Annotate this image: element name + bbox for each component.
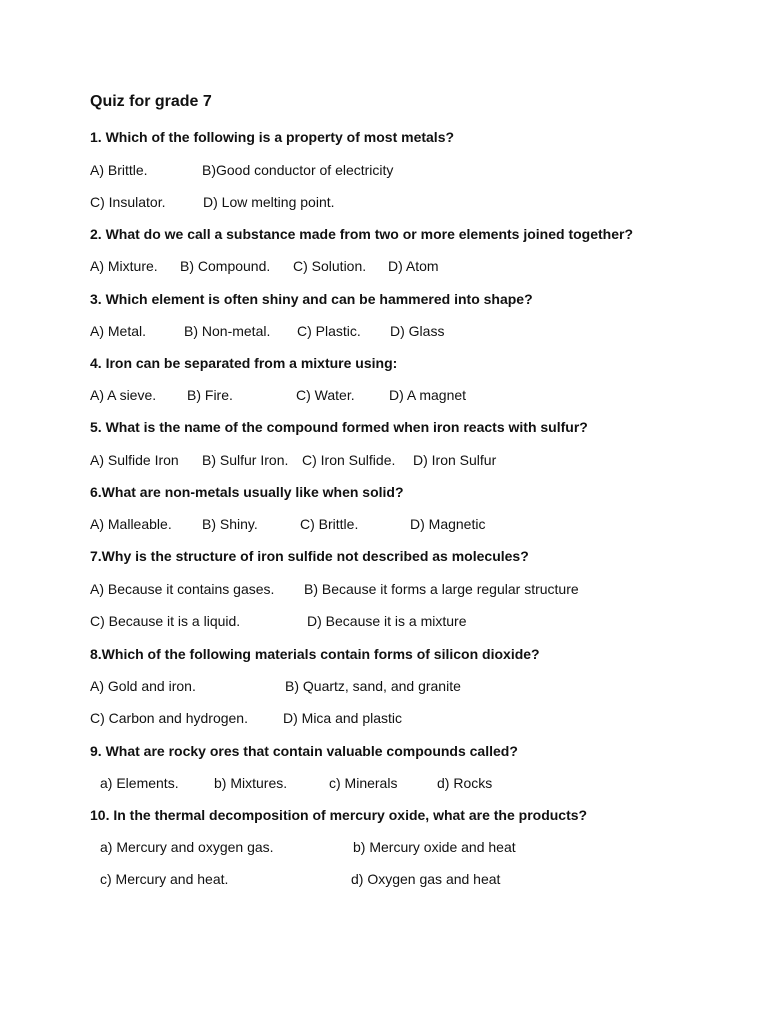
question-9-option-d: d) Rocks (437, 775, 493, 791)
question-7: 7.Why is the structure of iron sulfide not described as molecules? (90, 548, 529, 564)
question-9-option-a: a) Elements. (100, 775, 179, 791)
question-1-option-d: D) Low melting point. (203, 194, 335, 210)
question-4-option-d: D) A magnet (389, 387, 467, 403)
question-10-option-a: a) Mercury and oxygen gas. (100, 839, 274, 855)
question-6-option-b: B) Shiny. (202, 516, 258, 532)
question-6-option-d: D) Magnetic (410, 516, 486, 532)
question-9-option-b: b) Mixtures. (214, 775, 288, 791)
question-9-option-c: c) Minerals (329, 775, 398, 791)
question-3-option-c: C) Plastic. (297, 323, 361, 339)
question-9: 9. What are rocky ores that contain valuable compounds called? (90, 743, 518, 759)
question-2-option-d: D) Atom (388, 258, 439, 274)
question-7-option-b: B) Because it forms a large regular structure (304, 581, 579, 597)
question-7-option-a: A) Because it contains gases. (90, 581, 275, 597)
question-3-option-a: A) Metal. (90, 323, 147, 339)
question-3-option-d: D) Glass (390, 323, 445, 339)
question-5-option-b: B) Sulfur Iron. (202, 452, 289, 468)
question-8: 8.Which of the following materials contain forms of silicon dioxide? (90, 646, 540, 662)
question-5-option-d: D) Iron Sulfur (413, 452, 497, 468)
question-10: 10. In the thermal decomposition of mercury oxide, what are the products? (90, 807, 588, 823)
question-6: 6.What are non-metals usually like when solid? (90, 484, 404, 500)
question-8-option-b: B) Quartz, sand, and granite (285, 678, 461, 694)
question-5-option-c: C) Iron Sulfide. (302, 452, 396, 468)
question-7-option-c: C) Because it is a liquid. (90, 613, 241, 629)
question-4-option-c: C) Water. (296, 387, 355, 403)
question-2-option-b: B) Compound. (180, 258, 271, 274)
question-1-option-a: A) Brittle. (90, 162, 148, 178)
question-7-option-d: D) Because it is a mixture (307, 613, 467, 629)
question-10-option-c: c) Mercury and heat. (100, 871, 229, 887)
question-2-option-a: A) Mixture. (90, 258, 158, 274)
question-1-option-b: B)Good conductor of electricity (202, 162, 394, 178)
question-3-option-b: B) Non-metal. (184, 323, 271, 339)
question-2-option-c: C) Solution. (293, 258, 367, 274)
question-10-option-b: b) Mercury oxide and heat (353, 839, 516, 855)
question-8-option-d: D) Mica and plastic (283, 710, 403, 726)
page-title: Quiz for grade 7 (90, 93, 212, 110)
question-6-option-a: A) Malleable. (90, 516, 172, 532)
question-8-option-a: A) Gold and iron. (90, 678, 196, 694)
question-5: 5. What is the name of the compound formed when iron reacts with sulfur? (90, 419, 588, 435)
question-4-option-b: B) Fire. (187, 387, 233, 403)
question-4: 4. Iron can be separated from a mixture using: (90, 355, 398, 371)
question-2: 2. What do we call a substance made from two or more elements joined together? (90, 226, 633, 242)
question-4-option-a: A) A sieve. (90, 387, 157, 403)
question-6-option-c: C) Brittle. (300, 516, 359, 532)
question-1-option-c: C) Insulator. (90, 194, 166, 210)
question-10-option-d: d) Oxygen gas and heat (351, 871, 501, 887)
question-8-option-c: C) Carbon and hydrogen. (90, 710, 248, 726)
question-5-option-a: A) Sulfide Iron (90, 452, 179, 468)
question-1: 1. Which of the following is a property of most metals? (90, 129, 455, 145)
question-3: 3. Which element is often shiny and can be hammered into shape? (90, 291, 533, 307)
